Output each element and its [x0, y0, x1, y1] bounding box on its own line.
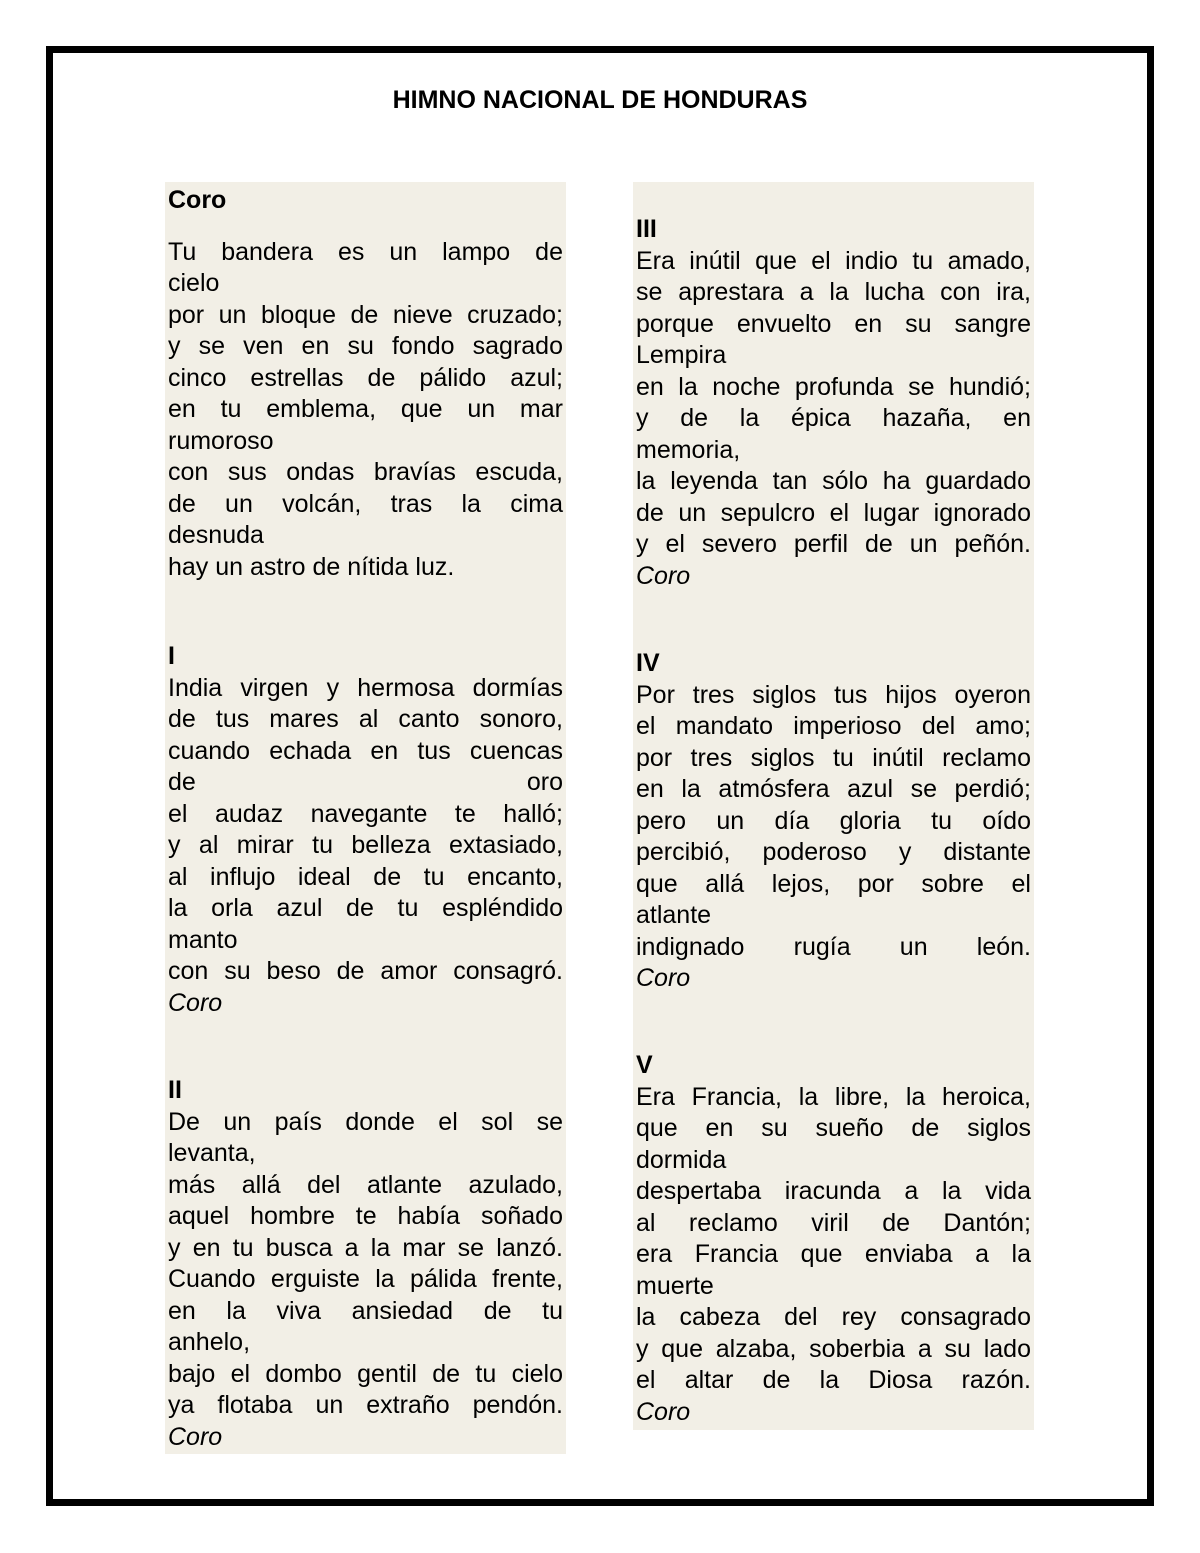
- stanza-heading: III: [636, 215, 657, 243]
- verse-line: y que alzaba, soberbia a su lado: [636, 1334, 1031, 1363]
- verse-line: Era inútil que el indio tu amado,: [636, 246, 1031, 275]
- verse-line: de oro: [168, 768, 563, 796]
- verse-line: Lempira: [636, 341, 727, 369]
- verse-line: era Francia que enviaba a la: [636, 1240, 1031, 1268]
- stanza-heading: V: [636, 1051, 653, 1079]
- verse-line: cielo: [168, 269, 220, 297]
- stanza-ii: [168, 1075, 563, 1453]
- verse-line: levanta,: [168, 1139, 256, 1167]
- verse-line: en la viva ansiedad de tu: [168, 1296, 563, 1325]
- verse-line: cuando echada en tus cuencas: [168, 736, 563, 765]
- stanza-iii: [636, 214, 1031, 592]
- verse-line: De un país donde el sol se: [168, 1107, 563, 1136]
- verse-line: el audaz navegante te halló;: [168, 799, 563, 828]
- verse-line: rumoroso: [168, 426, 274, 455]
- verse-line: ya flotaba un extraño pendón.: [168, 1391, 563, 1419]
- verse-line: por tres siglos tu inútil reclamo: [636, 743, 1031, 772]
- refrain-label: Coro: [636, 964, 691, 992]
- verse-line: Tu bandera es un lampo de: [168, 237, 563, 266]
- stanza-v: [636, 1050, 1031, 1428]
- left-column: [165, 182, 566, 1454]
- stanza-heading: IV: [636, 649, 660, 677]
- verse-line: Por tres siglos tus hijos oyeron: [636, 680, 1031, 709]
- refrain-label: Coro: [168, 1422, 223, 1451]
- verse-line: en la atmósfera azul se perdió;: [636, 775, 1031, 803]
- verse-line: de un volcán, tras la cima: [168, 489, 563, 518]
- stanza-heading: II: [168, 1076, 182, 1104]
- verse-line: de un sepulcro el lugar ignorado: [636, 498, 1031, 527]
- verse-line: y de la épica hazaña, en: [636, 404, 1031, 432]
- verse-line: memoria,: [636, 435, 741, 464]
- verse-line: en tu emblema, que un mar: [168, 395, 563, 423]
- verse-line: hay un astro de nítida luz.: [168, 552, 455, 581]
- stanza-heading: I: [168, 642, 175, 670]
- verse-line: que allá lejos, por sobre el: [636, 869, 1031, 898]
- refrain-label: Coro: [636, 1397, 691, 1426]
- verse-line: la leyenda tan sólo ha guardado: [636, 467, 1031, 495]
- verse-line: dormida: [636, 1145, 727, 1174]
- refrain-label: Coro: [636, 561, 691, 590]
- verse-line: percibió, poderoso y distante: [636, 838, 1031, 866]
- verse-line: de tus mares al canto sonoro,: [168, 705, 563, 733]
- verse-line: anhelo,: [168, 1328, 251, 1356]
- verse-line: más allá del atlante azulado,: [168, 1170, 563, 1199]
- verse-line: cinco estrellas de pálido azul;: [168, 363, 563, 392]
- verse-line: atlante: [636, 901, 712, 929]
- verse-line: al influjo ideal de tu encanto,: [168, 862, 563, 891]
- verse-line: bajo el dombo gentil de tu cielo: [168, 1359, 563, 1388]
- verse-line: el altar de la Diosa razón.: [636, 1366, 1031, 1394]
- verse-line: y en tu busca a la mar se lanzó.: [168, 1233, 563, 1262]
- verse-line: Cuando erguiste la pálida frente,: [168, 1265, 563, 1293]
- verse-line: por un bloque de nieve cruzado;: [168, 300, 563, 329]
- stanza-heading: Coro: [168, 186, 227, 214]
- chorus-stanza: [168, 185, 563, 583]
- verse-line: la orla azul de tu espléndido: [168, 894, 563, 922]
- verse-line: al reclamo viril de Dantón;: [636, 1208, 1031, 1237]
- verse-line: manto: [168, 925, 238, 954]
- verse-line: muerte: [636, 1271, 714, 1300]
- verse-line: India virgen y hermosa dormías: [168, 673, 563, 702]
- verse-line: y el severo perfil de un peñón.: [636, 530, 1031, 558]
- stanza-i: [168, 641, 563, 1019]
- verse-line: en la noche profunda se hundió;: [636, 372, 1031, 401]
- verse-line: el mandato imperioso del amo;: [636, 712, 1031, 740]
- verse-line: la cabeza del rey consagrado: [636, 1303, 1031, 1331]
- verse-line: pero un día gloria tu oído: [636, 806, 1031, 835]
- verse-line: y al mirar tu belleza extasiado,: [168, 831, 563, 859]
- verse-line: porque envuelto en su sangre: [636, 309, 1031, 338]
- verse-line: Era Francia, la libre, la heroica,: [636, 1082, 1031, 1111]
- right-column: [633, 182, 1034, 1430]
- verse-line: aquel hombre te había soñado: [168, 1202, 563, 1230]
- page-title: HIMNO NACIONAL DE HONDURAS: [392, 86, 808, 114]
- refrain-label: Coro: [168, 988, 223, 1017]
- verse-line: y se ven en su fondo sagrado: [168, 332, 563, 360]
- stanza-iv: [636, 648, 1031, 995]
- verse-line: con su beso de amor consagró.: [168, 957, 563, 985]
- verse-line: se aprestara a la lucha con ira,: [636, 278, 1031, 306]
- verse-line: despertaba iracunda a la vida: [636, 1177, 1031, 1205]
- verse-line: indignado rugía un león.: [636, 932, 1031, 961]
- verse-line: con sus ondas bravías escuda,: [168, 458, 563, 486]
- verse-line: desnuda: [168, 521, 264, 549]
- verse-line: que en su sueño de siglos: [636, 1114, 1031, 1142]
